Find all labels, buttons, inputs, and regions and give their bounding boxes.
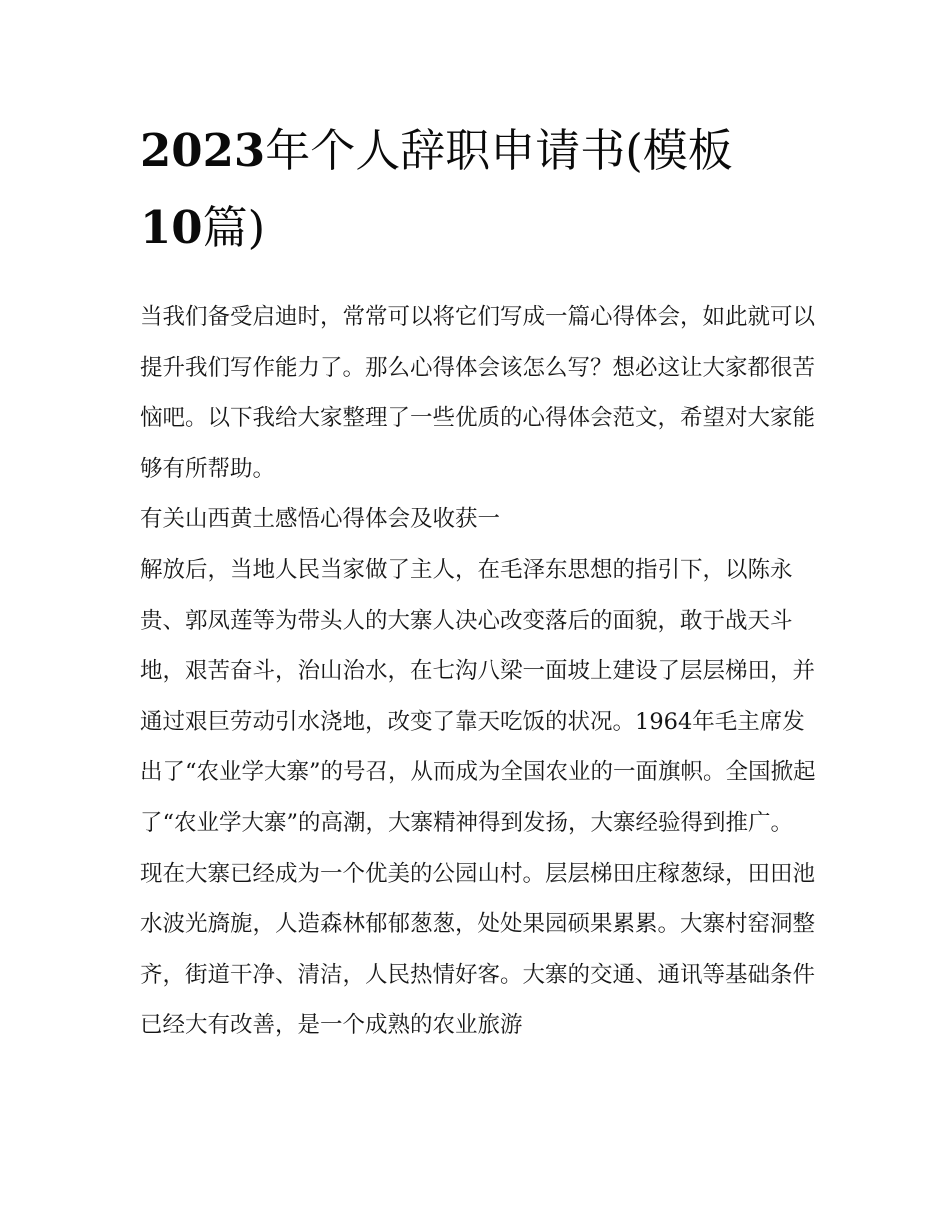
- title-count: 10: [140, 201, 203, 254]
- section-heading: 有关山西黄土感悟心得体会及收获一: [140, 506, 501, 533]
- title-year: 2023: [140, 124, 266, 177]
- document-page: [140, 112, 820, 1051]
- title-text-line2: 篇): [202, 201, 266, 254]
- intro-paragraph: 当我们备受启迪时，常常可以将它们写成一篇心得体会，如此就可以提升我们写作能力了。那么心得体会该怎么写？想必这让大家都很苦恼吧。以下我给大家整理了一些优质的心得体会范文，希望对大家能够有所帮助。: [140, 304, 816, 482]
- title-text-line1: 年个人辞职申请书(模板: [265, 124, 733, 177]
- document-title: [140, 112, 820, 266]
- document-body: [140, 292, 820, 1051]
- body-paragraph: 现在大寨已经成为一个优美的公园山村。层层梯田庄稼葱绿，田田池水波光旖旎，人造森林郁郁葱葱，处处果园硕果累累。大寨村窑洞整齐，街道干净、清洁，人民热情好客。大寨的交通、通讯等基础条件已经大有改善，是一个成熟的农业旅游: [140, 860, 816, 1039]
- body-paragraph: 解放后，当地人民当家做了主人，在毛泽东思想的指引下，以陈永贵、郭凤莲等为带头人的大寨人决心改变落后的面貌，敢于战天斗地，艰苦奋斗，治山治水，在七沟八梁一面坡上建设了层层梯田，并通过艰巨劳动引水浇地，改变了靠天吃饭的状况。1964年毛主席发出了“农业学大寨”的号召，从而成为全国农业的一面旗帜。全国掀起了“农业学大寨”的高潮，大寨精神得到发扬，大寨经验得到推广。: [140, 556, 816, 836]
